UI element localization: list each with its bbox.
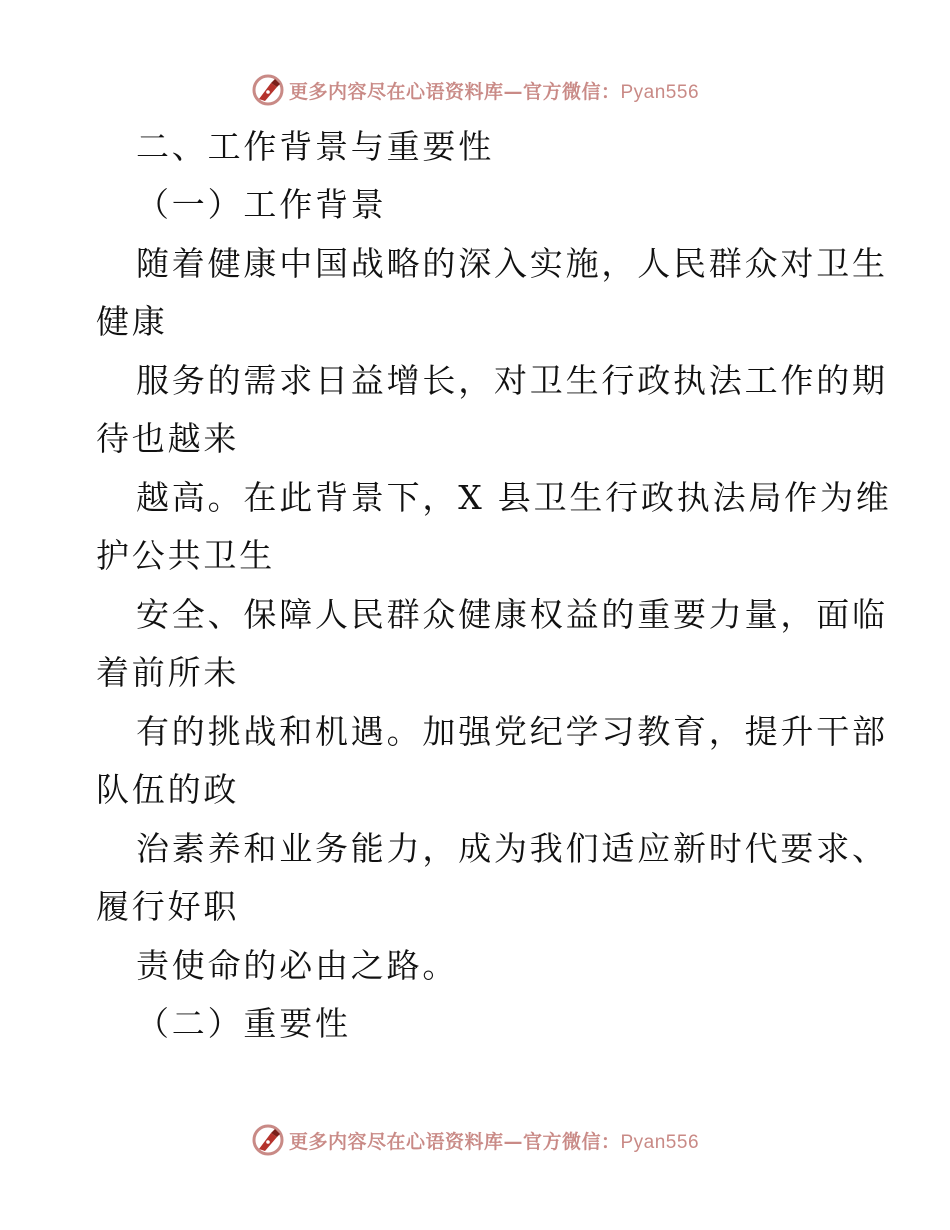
section-heading: 二、工作背景与重要性 — [136, 127, 494, 166]
watermark-banner-bottom — [0, 1120, 950, 1160]
paragraph-line: 护公共卫生 — [96, 536, 275, 575]
paragraph-line: 随着健康中国战略的深入实施，人民群众对卫生 — [136, 244, 888, 283]
paragraph-line: 服务的需求日益增长，对卫生行政执法工作的期 — [136, 361, 888, 400]
watermark-account: Pyan556 — [620, 81, 700, 103]
watermark-account: Pyan556 — [620, 1131, 700, 1153]
paragraph-line: 安全、保障人民群众健康权益的重要力量，面临 — [136, 595, 888, 634]
watermark-banner-top — [0, 70, 950, 110]
watermark-text: 更多内容尽在心语资料库—官方微信： — [288, 80, 621, 103]
subsection-heading: （二）重要性 — [136, 1004, 351, 1043]
paragraph-line: 健康 — [96, 302, 168, 341]
pen-nib-circle-icon — [251, 1123, 285, 1157]
pen-nib-circle-icon — [251, 73, 285, 107]
subsection-heading: （一）工作背景 — [136, 185, 387, 224]
paragraph-line: 履行好职 — [96, 887, 240, 926]
paragraph-line: 治素养和业务能力，成为我们适应新时代要求、 — [136, 829, 888, 868]
paragraph-line: 着前所未 — [96, 653, 240, 692]
watermark-text: 更多内容尽在心语资料库—官方微信： — [288, 1130, 621, 1153]
paragraph-line: 待也越来 — [96, 419, 240, 458]
paragraph-line: 队伍的政 — [96, 770, 240, 809]
paragraph-line: 有的挑战和机遇。加强党纪学习教育，提升干部 — [136, 712, 888, 751]
paragraph-line: 责使命的必由之路。 — [136, 946, 459, 985]
paragraph-line: 越高。在此背景下，X 县卫生行政执法局作为维 — [136, 478, 892, 517]
